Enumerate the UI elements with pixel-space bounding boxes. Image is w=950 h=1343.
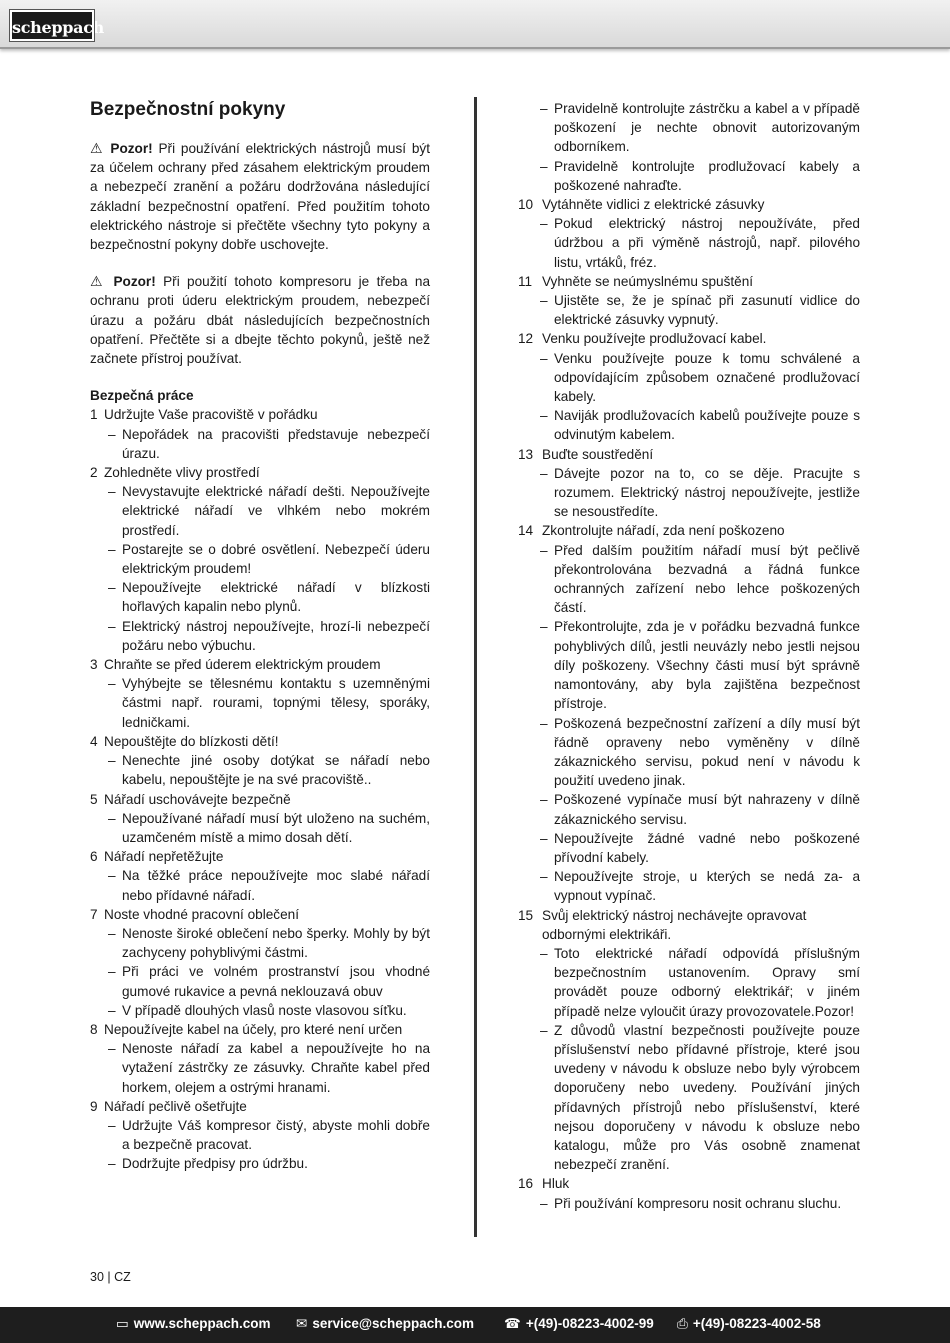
list-item <box>90 924 430 962</box>
dash-marker: – <box>108 925 116 941</box>
list-item-text: Při používání kompresoru nosit ochranu sluchu. <box>554 1195 842 1211</box>
section-title <box>90 732 430 751</box>
section-title-text: Zkontrolujte nářadí, zda není poškozeno <box>542 523 785 539</box>
dash-marker: – <box>108 753 116 769</box>
list-item-text: Poškozené vypínače musí být nahrazeny v dílně zákaznického servisu. <box>554 792 860 827</box>
section-title-text: Buďte soustředění <box>542 446 654 462</box>
section-number: 5 <box>90 791 98 807</box>
warning-text: Při použití tohoto kompresoru je třeba na ochranu proti úderu elektrickým proudem, nebezpečí úrazu a požáru dbát následujících bezpečnostních opatření. Přečtěte si a dbejte těchto pokynů, ještě než začnete přístroj používat. <box>90 274 431 367</box>
list-item <box>518 617 860 713</box>
dash-marker: – <box>108 1117 116 1133</box>
list-item-text: Nepoužívejte žádné vadné nebo poškozené přívodní kabely. <box>554 830 860 865</box>
scheppach-logo: scheppach <box>10 10 94 41</box>
list-item-text: Pokud elektrický nástroj nepoužíváte, před údržbou a při výměně nástrojů, např. pilového listu, vrtáků, fréz. <box>554 216 860 270</box>
list-item <box>90 1039 430 1097</box>
section-title <box>90 1097 430 1116</box>
computer-icon: ▭ <box>116 1316 129 1331</box>
dash-marker: – <box>540 792 548 808</box>
safety-section <box>518 329 860 444</box>
dash-marker: – <box>540 216 548 232</box>
dash-marker: – <box>108 676 116 692</box>
section-heading: Bezpečná práce <box>90 388 194 404</box>
list-item <box>90 425 430 463</box>
list-item-text: Toto elektrické nářadí odpovídá příslušným bezpečnostním ustanovením. Opravy smí provádět pouze odborný elektrikář; v jiném případě nelze vyloučit úrazy provozovatele.Pozor! <box>554 945 860 1019</box>
continuation-list <box>518 99 860 195</box>
section-title <box>518 195 860 214</box>
section-title <box>518 521 860 540</box>
footer-email[interactable] <box>296 1316 474 1332</box>
list-item <box>90 1154 430 1173</box>
right-column <box>518 99 860 1213</box>
dash-marker: – <box>108 1041 116 1057</box>
list-item <box>90 751 430 789</box>
section-title-text: Nářadí pečlivě ošetřujte <box>104 1098 247 1114</box>
dash-marker: – <box>540 619 548 635</box>
safety-section <box>518 521 860 905</box>
section-title-text: Nářadí uschovávejte bezpečně <box>104 791 291 807</box>
list-item <box>518 541 860 618</box>
list-item-text: Nepoužívejte elektrické nářadí v blízkosti hořlavých kapalin nebo plynů. <box>122 580 430 615</box>
list-item-text: Při práci ve volném prostranství jsou vhodné gumové rukavice a pevná neklouzavá obuv <box>122 964 430 999</box>
list-item <box>90 578 430 616</box>
dash-marker: – <box>108 580 116 596</box>
list-item-text: Naviják prodlužovacích kabelů používejte pouze s odvinutým kabelem. <box>554 408 860 443</box>
warning-paragraph-2 <box>90 272 430 368</box>
warning-triangle-icon: ⚠ <box>90 140 105 156</box>
section-title <box>518 906 860 944</box>
list-item <box>518 714 860 791</box>
list-item-text: Nepoužívejte stroje, u kterých se nedá za- a vypnout vypínač. <box>554 869 860 904</box>
phone-text: +(49)-08223-4002-99 <box>525 1316 654 1331</box>
list-item-text: Nepořádek na pracovišti představuje nebezpečí úrazu. <box>122 426 430 461</box>
section-title-text: Hluk <box>542 1176 570 1192</box>
list-item-text: Udržujte Váš kompresor čistý, abyste mohli dobře a bezpečně pracovat. <box>122 1117 430 1153</box>
section-title <box>518 445 860 464</box>
section-title-text: Vytáhněte vidlici z elektrické zásuvky <box>542 197 765 213</box>
dash-marker: – <box>108 810 116 826</box>
safety-section <box>518 1174 860 1212</box>
section-title <box>90 905 430 924</box>
dash-marker: – <box>108 426 116 442</box>
list-item <box>518 790 860 828</box>
list-item-text: Dávejte pozor na to, co se děje. Pracujte s rozumem. Elektrický nástroj nepoužívejte, jestliže se nesoustředíte. <box>554 465 860 520</box>
list-item-text: Nevystavujte elektrické nářadí dešti. Nepoužívejte elektrické nářadí ve vlhkém nebo mokrém prostředí. <box>122 484 430 538</box>
list-item <box>518 291 860 329</box>
list-item <box>518 867 860 905</box>
list-item <box>90 962 430 1000</box>
section-title <box>90 847 430 866</box>
list-item <box>518 1194 860 1213</box>
section-title <box>90 790 430 809</box>
list-item <box>518 829 860 867</box>
dash-marker: – <box>108 1156 116 1172</box>
section-number: 4 <box>90 733 98 749</box>
safety-section <box>518 445 860 522</box>
safety-section <box>90 1097 430 1174</box>
safety-section <box>90 463 430 655</box>
fax-text: +(49)-08223-4002-58 <box>692 1316 821 1331</box>
list-item-text: V případě dlouhých vlasů noste vlasovou síťku. <box>122 1002 407 1018</box>
section-number: 2 <box>90 465 98 481</box>
list-item <box>90 540 430 578</box>
footer-bar <box>0 1307 950 1343</box>
footer-phone[interactable] <box>504 1316 654 1332</box>
section-number: 1 <box>90 407 98 423</box>
fax-icon: ⎙ <box>677 1316 688 1331</box>
section-number: 11 <box>518 273 533 289</box>
section-title-text: Nepoužívejte kabel na účely, pro které není určen <box>104 1021 403 1037</box>
safety-section <box>518 906 860 1175</box>
column-divider <box>474 97 477 1237</box>
phone-icon: ☎ <box>504 1316 521 1331</box>
section-number: 9 <box>90 1098 98 1114</box>
list-item <box>518 464 860 522</box>
list-item <box>518 157 860 195</box>
section-title <box>90 405 430 424</box>
list-item-text: Pravidelně kontrolujte prodlužovací kabely a poškozené nahraďte. <box>554 158 860 193</box>
dash-marker: – <box>540 1195 548 1211</box>
section-number: 7 <box>90 906 98 922</box>
section-number: 10 <box>518 197 534 213</box>
warning-label: Pozor! <box>113 274 156 290</box>
list-item <box>90 482 430 540</box>
dash-marker: – <box>108 868 116 884</box>
section-title-text: Chraňte se před úderem elektrickým proudem <box>104 657 381 673</box>
safety-section <box>90 847 430 905</box>
list-item <box>90 809 430 847</box>
section-title <box>90 463 430 482</box>
section-title-text: Zohledněte vlivy prostředí <box>104 465 260 481</box>
section-number: 16 <box>518 1176 534 1192</box>
list-item <box>518 99 860 157</box>
list-item <box>90 617 430 655</box>
warning-text: Při používání elektrických nástrojů musí být za účelem ochrany před zásahem elektrickým proudem a nebezpečí zranění a požáru dodržována následující základní bezpečnostní opatření. Před použitím tohoto elektrického nástroje si přečtěte všechny tyto pokyny a bezpečnostní pokyny dobře uschovejte. <box>90 141 430 253</box>
dash-marker: – <box>540 465 548 481</box>
list-item-text: Nepoužívané nářadí musí být uloženo na suchém, uzamčeném místě a mimo dosah dětí. <box>122 810 430 845</box>
section-title-text: Udržujte Vaše pracoviště v pořádku <box>104 407 318 423</box>
list-item-text: Venku používejte pouze k tomu schválené a odpovídajícím způsobem označené prodlužovací kabely. <box>554 350 860 405</box>
warning-label: Pozor! <box>110 141 153 156</box>
dash-marker: – <box>540 945 548 961</box>
list-item <box>518 406 860 444</box>
list-item <box>518 214 860 272</box>
email-text: service@scheppach.com <box>312 1316 475 1331</box>
dash-marker: – <box>540 158 548 174</box>
section-number: 13 <box>518 446 534 462</box>
dash-marker: – <box>540 293 548 309</box>
dash-marker: – <box>108 618 116 634</box>
list-item-text: Nenechte jiné osoby dotýkat se nářadí nebo kabelu, nepouštějte je na své pracoviště.. <box>122 753 430 788</box>
safety-section <box>90 655 430 732</box>
dash-marker: – <box>540 542 548 558</box>
list-item-text: Dodržujte předpisy pro údržbu. <box>122 1156 308 1172</box>
safety-section <box>90 405 430 463</box>
section-title-text: Nářadí nepřetěžujte <box>104 849 224 865</box>
page-header <box>0 0 950 49</box>
list-item-text: Na těžké práce nepoužívejte moc slabé nářadí nebo přídavné nářadí. <box>122 868 430 903</box>
dash-marker: – <box>540 1022 548 1038</box>
section-title <box>518 329 860 348</box>
list-item-text: Nenoste široké oblečení nebo šperky. Mohly by být zachyceny pohyblivými částmi. <box>122 925 430 961</box>
dash-marker: – <box>108 964 116 980</box>
website-text: www.scheppach.com <box>133 1316 271 1331</box>
safety-section <box>90 1020 430 1097</box>
dash-marker: – <box>108 484 116 500</box>
list-item-text: Před dalším použitím nářadí musí být pečlivě překontrolována bezvadná a řádná funkce ochranných zařízení nebo lehce poškozených částí. <box>554 542 860 616</box>
safety-section <box>518 272 860 330</box>
section-number: 8 <box>90 1021 98 1037</box>
list-item <box>518 1021 860 1175</box>
list-item-text: Z důvodů vlastní bezpečnosti používejte pouze příslušenství nebo přídavné přístroje, které jsou uvedeny v návodu k obsluze nebo byly výrobcem doporučeny nebo uvedeny. Používání jiných přídavných přístrojů nebo příslušenství, které nejsou doporučeny v návodu k obsluze nebo katalogu, může pro Vás osobně znamenat nebezpečí zranění. <box>554 1022 860 1173</box>
dash-marker: – <box>540 350 548 366</box>
section-number: 6 <box>90 849 98 865</box>
dash-marker: – <box>540 715 548 731</box>
safety-section <box>518 195 860 272</box>
safety-list-left <box>90 405 430 1173</box>
dash-marker: – <box>108 541 116 557</box>
list-item-text: Ujistěte se, že je spínač při zasunutí vidlice do elektrické zásuvky vypnutý. <box>554 293 860 328</box>
warning-paragraph-1 <box>90 139 430 254</box>
section-title <box>90 1020 430 1039</box>
dash-marker: – <box>540 101 548 116</box>
warning-triangle-icon: ⚠ <box>90 273 107 290</box>
list-item <box>90 674 430 732</box>
list-item <box>90 866 430 904</box>
list-item <box>518 944 860 1021</box>
left-column <box>90 98 430 1174</box>
safety-section <box>90 905 430 1020</box>
safety-section <box>90 732 430 790</box>
list-item-text: Pravidelně kontrolujte zástrčku a kabel a v případě poškození je nechte obnovit autorizovaným odborníkem. <box>554 101 860 155</box>
section-number: 14 <box>518 523 534 539</box>
section-number: 3 <box>90 657 98 673</box>
list-item-text: Překontrolujte, zda je v pořádku bezvadná funkce pohyblivých dílů, jestli neuvázly nebo jestli nejsou díly poškozeny. Všechny části musí být správně namontovány, aby byla zajištěna bezpečnost přístroje. <box>554 619 860 712</box>
section-title <box>518 1174 860 1193</box>
footer-website[interactable] <box>116 1316 271 1332</box>
list-item-text: Elektrický nástroj nepoužívejte, hrozí-li nebezpečí požáru nebo výbuchu. <box>122 618 430 653</box>
footer-fax <box>677 1316 821 1332</box>
section-title <box>518 272 860 291</box>
list-item <box>90 1001 430 1020</box>
section-title-text: Vyhněte se neúmyslnému spuštění <box>542 273 754 289</box>
page-title: Bezpečnostní pokyny <box>90 99 286 120</box>
list-item-text: Poškozená bezpečnostní zařízení a díly musí být řádně opraveny nebo vyměněny v dílně zákaznického servisu, pokud není v návodu k použití uvedeno jinak. <box>554 715 860 789</box>
section-title <box>90 655 430 674</box>
list-item-text: Nenoste nářadí za kabel a nepoužívejte ho na vytažení zástrčky ze zásuvky. Chraňte kabel před horkem, olejem a ostrými hranami. <box>122 1041 430 1095</box>
safety-section <box>90 790 430 848</box>
dash-marker: – <box>540 869 548 885</box>
section-number: 12 <box>518 331 534 347</box>
mail-icon: ✉ <box>296 1316 308 1331</box>
page-number: 30 | CZ <box>90 1270 131 1284</box>
section-title-text: Svůj elektrický nástroj nechávejte opravovat odbornými elektrikáři. <box>542 907 807 942</box>
list-item <box>90 1116 430 1154</box>
safety-list-right <box>518 195 860 1213</box>
list-item-text: Postarejte se o dobré osvětlení. Nebezpečí úderu elektrickým proudem! <box>122 541 430 577</box>
dash-marker: – <box>108 1002 116 1018</box>
section-title-text: Nepouštějte do blízkosti dětí! <box>104 733 279 749</box>
section-title-text: Noste vhodné pracovní oblečení <box>104 906 299 922</box>
list-item-text: Vyhýbejte se tělesnému kontaktu s uzemněnými částmi např. rourami, topnými tělesy, sporáky, ledničkami. <box>122 676 430 730</box>
dash-marker: – <box>540 830 548 846</box>
dash-marker: – <box>540 408 548 424</box>
list-item <box>518 349 860 407</box>
section-number: 15 <box>518 907 534 923</box>
section-title-text: Venku používejte prodlužovací kabel. <box>542 331 767 347</box>
